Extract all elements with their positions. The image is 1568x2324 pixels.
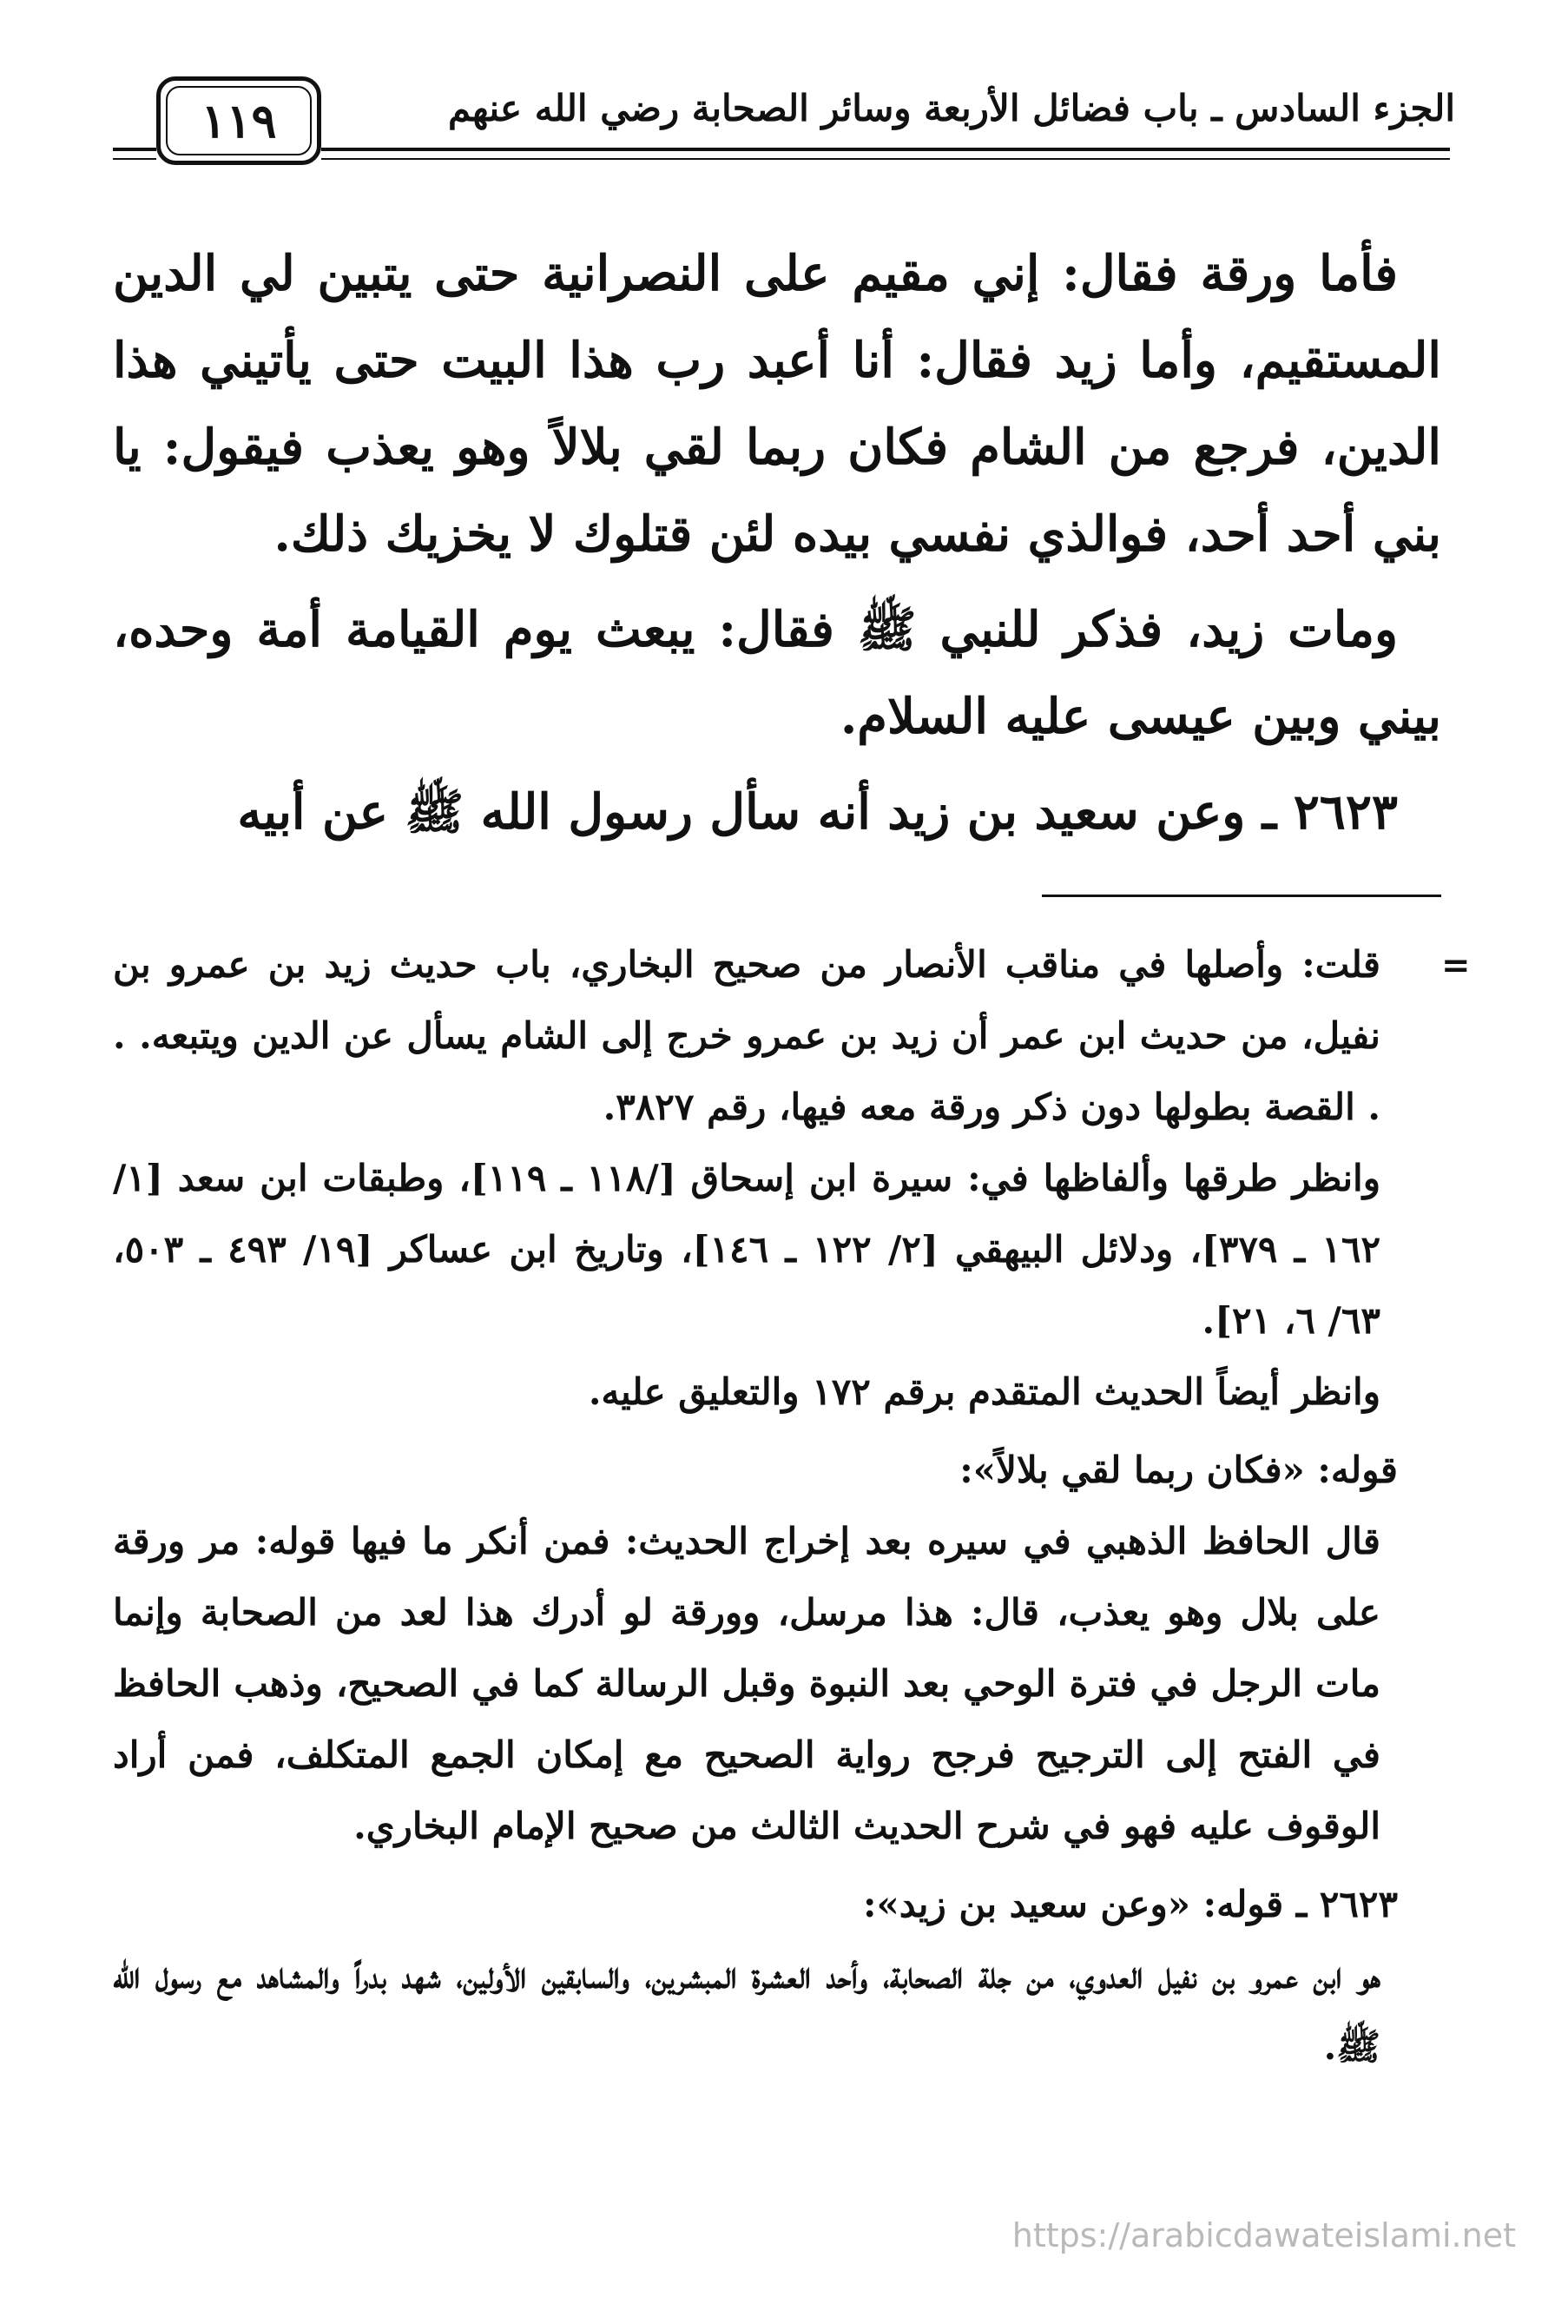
header-rule-right — [321, 148, 1450, 151]
continuation-mark: = — [1441, 945, 1471, 986]
footnote-heading-1: قوله: «فكان ربما لقي بلالاً»: — [959, 1449, 1398, 1491]
main-paragraph-2: ومات زيد، فذكر للنبي ﷺ فقال: يبعث يوم القيامة أمة وحده، بيني وبين عيسى عليه السلام. — [113, 601, 1441, 745]
header-rule-left — [113, 148, 156, 151]
main-paragraph-3: ٢٦٢٣ ـ وعن سعيد بن زيد أنه سأل رسول الله ﷺ عن أبيه — [237, 783, 1398, 841]
header-rule-right-thin — [321, 158, 1450, 160]
footnotes — [113, 929, 1398, 2083]
main-text — [113, 230, 1441, 855]
main-paragraph-1: فأما ورقة فقال: إني مقيم على النصرانية حتى يتبين لي الدين المستقيم، وأما زيد فقال: أنا أعبد رب هذا البيت حتى يأتيني هذا الدين، فرجع من الشام فكان ربما لقي بلالاً وهو يعذب فيقول: يا بني أحد أحد، فوالذي نفسي بيده لئن قتلوك لا يخزيك ذلك. — [113, 245, 1441, 563]
page-number: ١١٩ — [156, 76, 321, 165]
footnote-heading-2: ٢٦٢٣ ـ قوله: «وعن سعيد بن زيد»: — [862, 1883, 1398, 1925]
running-head-title: الجزء السادس ـ باب فضائل الأربعة وسائر الصحابة رضي الله عنهم — [448, 87, 1455, 129]
footnote-4: قال الحافظ الذهبي في سيره بعد إخراج الحديث: فمن أنكر ما فيها قوله: مر ورقة على بلال وهو يعذب، قال: هذا مرسل، وورقة لو أدرك هذا لعد من الصحابة وإنما مات الرجل في فترة الوحي بعد النبوة وقبل الرسالة كما في الصحيح، وذهب الحافظ في الفتح إلى الترجيح فرجح رواية الصحيح مع إمكان الجمع المتكلف، فمن أراد الوقوف عليه فهو في شرح الحديث الثالث من صحيح الإمام البخاري. — [113, 1520, 1380, 1847]
footnote-1: قلت: وأصلها في مناقب الأنصار من صحيح البخاري، باب حديث زيد بن عمرو بن نفيل، من حديث ابن عمر أن زيد بن عمرو خرج إلى الشام يسأل عن الدين ويتبعه. . . القصة بطولها دون ذكر ورقة معه فيها، رقم ٣٨٢٧. — [113, 943, 1380, 1128]
footnote-divider — [1042, 895, 1441, 897]
footnote-5: هو ابن عمرو بن نفيل العدوي، من جلة الصحابة، وأحد العشرة المبشرين، والسابقين الأولين، شهد بدراً والمشاهد مع رسول الله ﷺ. — [113, 1954, 1380, 2068]
watermark-url: https://arabicdawateislami.net — [1011, 2216, 1516, 2255]
header-rule-left-thin — [113, 158, 156, 160]
footnote-3: وانظر أيضاً الحديث المتقدم برقم ١٧٢ والتعليق عليه. — [588, 1370, 1380, 1413]
footnote-2: وانظر طرقها وألفاظها في: سيرة ابن إسحاق [/١١٨ ـ ١١٩]، وطبقات ابن سعد [١/ ١٦٢ ـ ٣٧٩]، ودلائل البيهقي [٢/ ١٢٢ ـ ١٤٦]، وتاريخ ابن عساكر [١٩/ ٤٩٣ ـ ٥٠٣، ٦٣/ ٦، ٢١]. — [113, 1157, 1381, 1342]
